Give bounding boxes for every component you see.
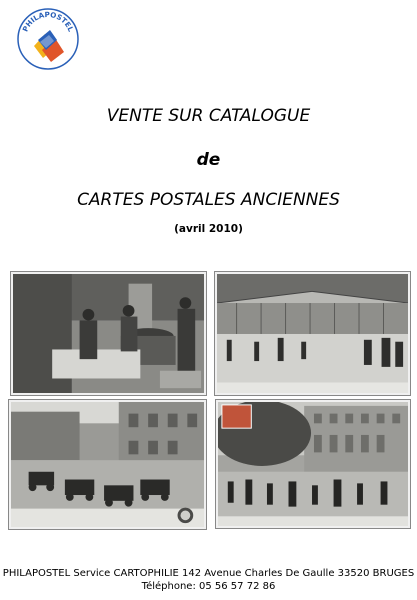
postcard-photo-market-square <box>216 400 410 528</box>
title-line-3: CARTES POSTALES ANCIENNES <box>77 190 340 210</box>
postcard-photo-workshop <box>11 272 206 395</box>
postcard-photo-skating-rink <box>215 272 410 395</box>
footer-phone: Téléphone: 05 56 57 72 86 <box>141 581 276 592</box>
philapostel-logo <box>17 8 79 70</box>
svg-text:PHILAPOSTEL: PHILAPOSTEL <box>20 9 76 34</box>
title-line-1: VENTE SUR CATALOGUE <box>106 106 311 126</box>
footer-address: PHILAPOSTEL Service CARTOPHILIE 142 Avenue Charles De Gaulle 33520 BRUGES <box>2 568 415 579</box>
catalogue-date: (avril 2010) <box>174 223 243 235</box>
title-line-2: de <box>196 150 221 170</box>
postcard-photo-street-cars <box>9 400 206 529</box>
